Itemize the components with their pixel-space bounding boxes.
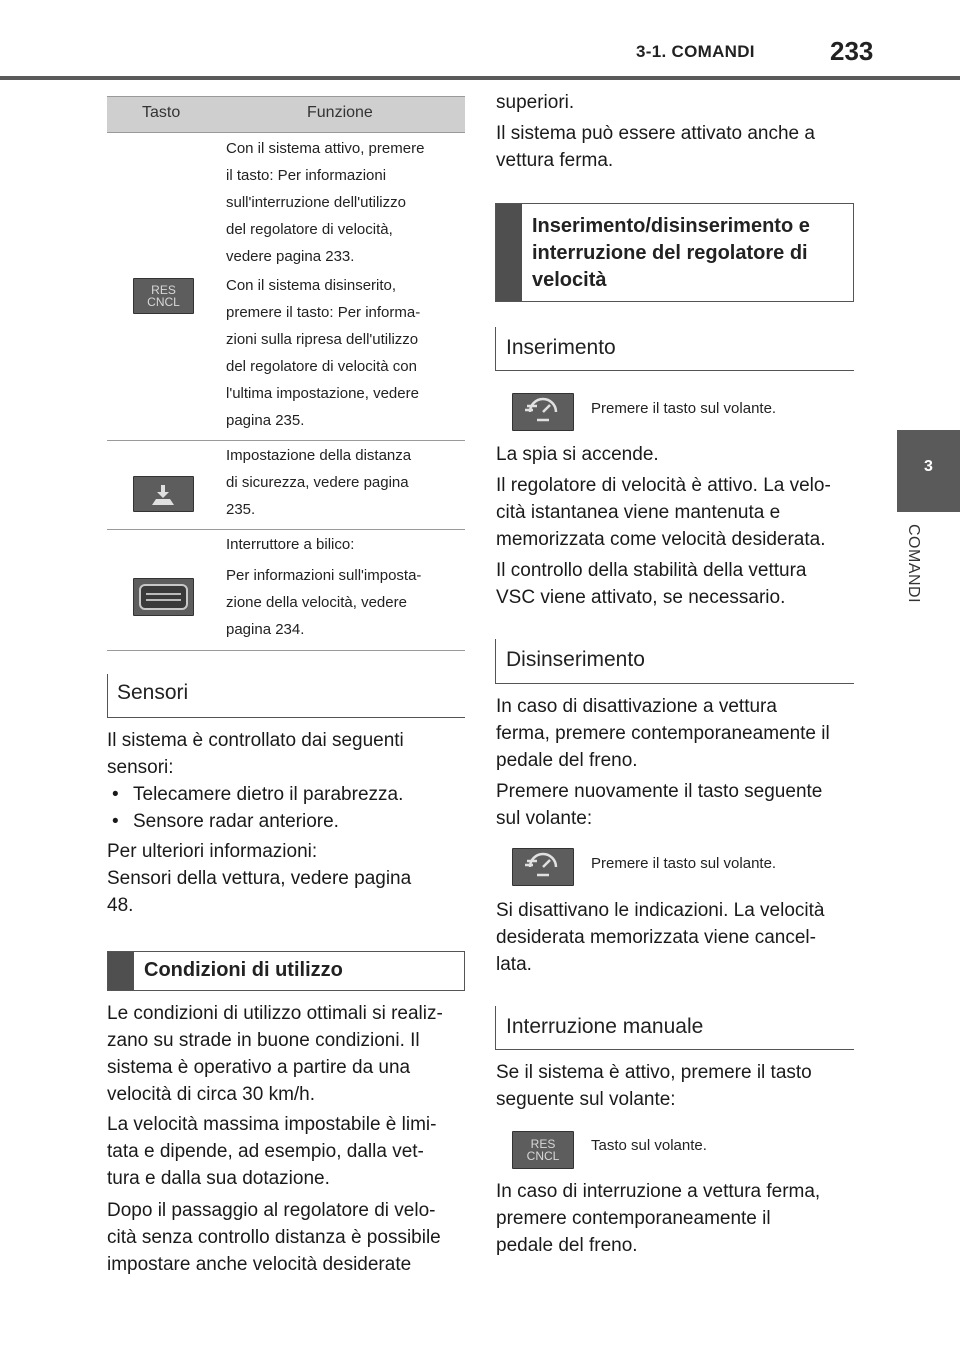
header-rule xyxy=(0,76,960,80)
chapter-label: COMANDI xyxy=(905,524,922,604)
chapter-tab xyxy=(897,430,960,512)
subheading-marker xyxy=(495,639,496,683)
list-item: • Telecamere dietro il parabrezza. xyxy=(112,784,404,805)
res-cncl-key-icon: RES CNCL xyxy=(133,278,194,314)
page-number: 233 xyxy=(830,36,874,66)
table-row-2-desc: Impostazione della distanza di sicurezza, vedere pagina 235. xyxy=(226,447,412,518)
disinserimento-paragraph-2: Premere nuovamente il tasto seguente sul volante: xyxy=(496,781,823,829)
inserimento-paragraph-3: Il controllo della stabilità della vettura VSC viene attivato, se necessario. xyxy=(496,560,807,608)
disinserimento-paragraph-1: In caso di disattivazione a vettura ferma, premere contemporaneamente il pedale del freno. xyxy=(496,696,830,771)
disinserimento-key-note: Premere il tasto sul volante. xyxy=(591,855,777,872)
interruzione-paragraph-2: In caso di interruzione a vettura ferma, premere contemporaneamente il pedale del freno. xyxy=(496,1181,821,1256)
inserimento-paragraph-2: Il regolatore di velocità è attivo. La velo- cità istantanea viene mantenuta e memorizzata come velocità desiderata. xyxy=(496,475,831,550)
chapter-number: 3 xyxy=(924,458,933,475)
inserimento-key-note: Premere il tasto sul volante. xyxy=(591,400,777,417)
cruise-control-key-icon xyxy=(512,393,574,431)
table-divider xyxy=(107,440,465,441)
distance-key-icon xyxy=(133,476,194,512)
section-heading-inserimento-disinserimento: Inserimento/disinserimento e interruzione del regolatore di velocità xyxy=(495,203,854,302)
subheading-rule xyxy=(495,683,854,684)
heading-block xyxy=(496,204,522,301)
heading-sensori: Sensori xyxy=(117,681,189,704)
sensori-intro: Il sistema è controllato dai seguenti sensori: xyxy=(107,730,404,778)
inserimento-paragraph-1: La spia si accende. xyxy=(496,444,659,465)
table-row-3-desc: Per informazioni sull'imposta- zione della velocità, vedere pagina 234. xyxy=(226,567,422,638)
subheading-marker xyxy=(107,674,108,718)
table-row-1-desc-inactive: Con il sistema disinserito, premere il tasto: Per informa- zioni sulla ripresa dell'utilizzo del regolatore di velocità con l'ultima impostazione, vedere pagina 235. xyxy=(226,277,421,429)
table-header xyxy=(107,96,465,133)
heading-interruzione-manuale: Interruzione manuale xyxy=(506,1015,704,1038)
heading-block xyxy=(108,952,134,990)
continued-text: superiori. xyxy=(496,92,575,113)
table-bottom-rule xyxy=(107,650,465,651)
subheading-rule xyxy=(495,370,854,371)
heading-inserimento: Inserimento xyxy=(506,336,616,359)
condizioni-paragraph-1: Le condizioni di utilizzo ottimali si realiz- zano su strade in buone condizioni. Il sistema è operativo a partire da una velocità di circa 30 km/h. xyxy=(107,1003,443,1105)
table-row-3-desc-title: Interruttore a bilico: xyxy=(226,536,355,553)
section-heading-condizioni: Condizioni di utilizzo xyxy=(107,951,465,991)
rocker-switch-icon xyxy=(133,578,194,616)
stopped-activation-paragraph: Il sistema può essere attivato anche a vettura ferma. xyxy=(496,123,815,171)
condizioni-paragraph-2: La velocità massima impostabile è limi- tata e dipende, ad esempio, dalla vet- tura e dalla sua dotazione. xyxy=(107,1114,437,1189)
interruzione-key-note: Tasto sul volante. xyxy=(591,1137,707,1154)
column-header-function: Funzione xyxy=(307,104,373,121)
subheading-marker xyxy=(495,1006,496,1050)
table-row-1-desc-active: Con il sistema attivo, premere il tasto: Per informazioni sull'interruzione dell'utilizzo del regolatore di velocità, vedere pagina 233. xyxy=(226,140,425,265)
running-header-section: 3-1. COMANDI xyxy=(636,42,755,61)
subheading-marker xyxy=(495,327,496,371)
res-cncl-key-icon: RES CNCL xyxy=(512,1131,574,1169)
disinserimento-paragraph-3: Si disattivano le indicazioni. La velocità desiderata memorizzata viene cancel- lata. xyxy=(496,900,825,975)
cruise-control-key-icon xyxy=(512,848,574,886)
subheading-rule xyxy=(107,717,465,718)
subheading-rule xyxy=(495,1049,854,1050)
sensor-list xyxy=(107,781,467,835)
heading-disinserimento: Disinserimento xyxy=(506,648,645,671)
sensori-more-info: Per ulteriori informazioni: Sensori della vettura, vedere pagina 48. xyxy=(107,841,412,916)
column-header-key: Tasto xyxy=(142,104,181,121)
interruzione-paragraph-1: Se il sistema è attivo, premere il tasto seguente sul volante: xyxy=(496,1062,812,1110)
table-divider xyxy=(107,529,465,530)
list-item: • Sensore radar anteriore. xyxy=(112,811,339,832)
condizioni-paragraph-3: Dopo il passaggio al regolatore di velo- cità senza controllo distanza è possibile impostare anche velocità desiderate xyxy=(107,1200,441,1275)
